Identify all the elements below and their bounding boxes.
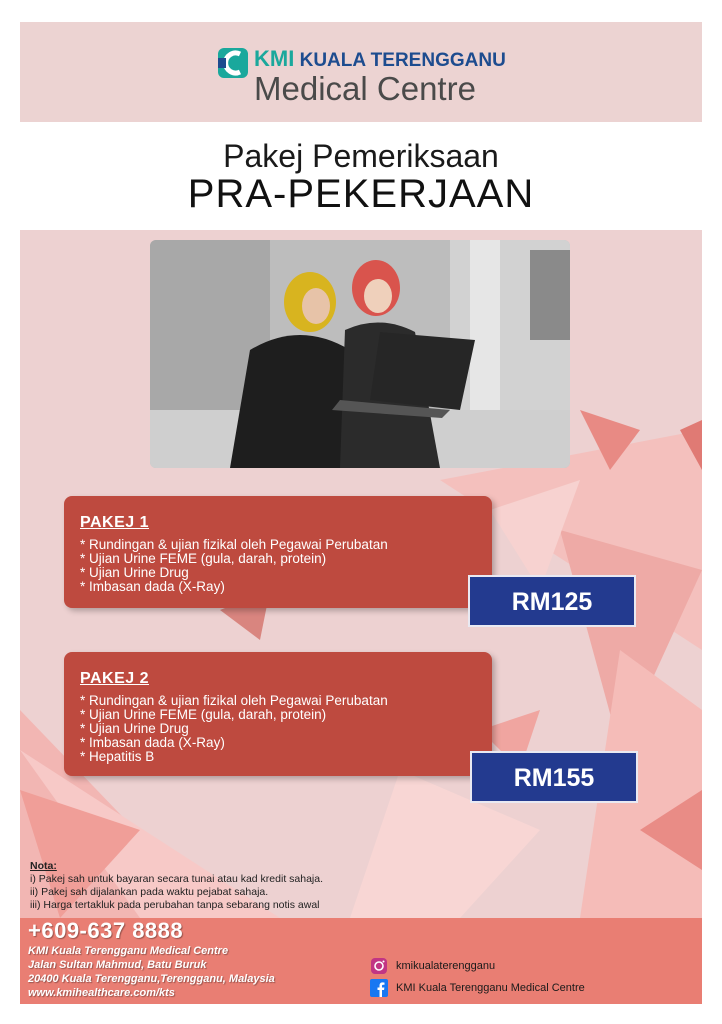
note-item: iii) Harga tertakluk pada perubahan tanpa sebarang notis awal [30,899,320,911]
package-1-price: RM125 [468,575,636,627]
phone-number[interactable]: +609-637 8888 [28,918,184,943]
notes-section [30,860,430,912]
address-line: Jalan Sultan Mahmud, Batu Buruk [28,959,207,971]
list-item: * Hepatitis B [80,749,155,764]
instagram-link[interactable] [370,957,495,975]
women-with-laptop-image [150,240,570,468]
package-2-title: PAKEJ 2 [80,670,150,687]
facebook-page: KMI Kuala Terengganu Medical Centre [396,982,585,994]
logo-title [254,46,524,72]
list-item: * Ujian Urine FEME (gula, darah, protein) [80,551,327,566]
website-link[interactable]: www.kmihealthcare.com/kts [28,987,175,999]
instagram-handle: kmikualaterengganu [396,960,496,972]
note-item: ii) Pakej sah dijalankan pada waktu pejabat sahaja. [30,886,269,898]
list-item: * Imbasan dada (X-Ray) [80,579,225,594]
list-item: * Imbasan dada (X-Ray) [80,735,225,750]
facebook-icon [370,979,388,997]
package-2-card [64,652,492,776]
logo[interactable] [218,44,518,108]
address-line: 20400 Kuala Terengganu,Terengganu, Malaysia [28,973,275,985]
list-item: * Ujian Urine Drug [80,721,189,736]
page-title-line2: PRA-PEKERJAAN [187,172,535,216]
package-2-price: RM155 [470,751,638,803]
footer [20,918,702,1004]
logo-place: KUALA TERENGGANU [299,50,506,71]
list-item: * Rundingan & ujian fizikal oleh Pegawai Perubatan [80,693,388,708]
facebook-link[interactable] [370,979,585,997]
logo-subtitle: Medical Centre [254,70,476,107]
address-block [28,944,275,1000]
list-item: * Rundingan & ujian fizikal oleh Pegawai Perubatan [80,537,388,552]
note-item: i) Pakej sah untuk bayaran secara tunai atau kad kredit sahaja. [30,873,324,885]
header-banner [20,22,702,122]
package-1-title: PAKEJ 1 [80,514,150,531]
package-1-card [64,496,492,608]
list-item: * Ujian Urine FEME (gula, darah, protein) [80,707,327,722]
package-2-items [80,694,388,764]
logo-abbr: KMI [254,46,295,71]
page-title-line1: Pakej Pemeriksaan [223,138,499,174]
instagram-icon [370,957,388,975]
notes-heading: Nota: [30,860,57,872]
list-item: * Ujian Urine Drug [80,565,189,580]
hero-photo [150,240,570,468]
package-1-items [80,538,388,594]
kmi-logo-icon [218,48,248,78]
address-line: KMI Kuala Terengganu Medical Centre [28,945,229,957]
